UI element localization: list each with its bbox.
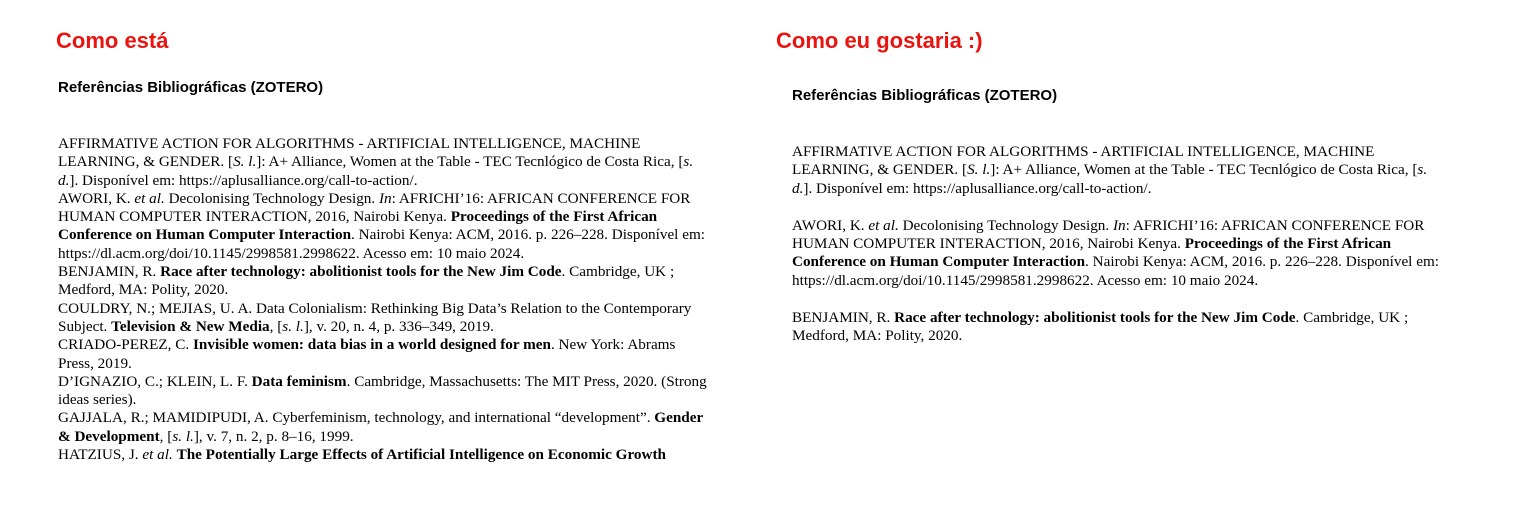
reference-text: AWORI, K.	[792, 216, 869, 234]
reference-entry	[792, 309, 1442, 346]
reference-text: Television & New Media	[111, 317, 270, 335]
reference-text: Gender & Development	[58, 409, 703, 445]
reference-text: : AFRICHI’16: AFRICAN CONFERENCE FOR HUMAN COMPUTER INTERACTION, 2016, Nairobi Kenya.	[792, 216, 1425, 253]
reference-entry	[58, 263, 708, 300]
reference-text: ]: A+ Alliance, Women at the Table - TEC Tecnlógico de Costa Rica, [	[256, 153, 684, 171]
reference-entry	[792, 217, 1442, 290]
reference-text: AFFIRMATIVE ACTION FOR ALGORITHMS - ARTIFICIAL INTELLIGENCE, MACHINE LEARNING, & GENDER. [	[58, 135, 641, 171]
reference-text: In	[379, 189, 392, 207]
bibliography-heading: Referências Bibliográficas (ZOTERO)	[58, 79, 324, 96]
reference-text: s. l.	[172, 427, 194, 445]
reference-text: s. d.	[58, 153, 694, 189]
reference-text: S. l.	[967, 161, 991, 179]
reference-text: GAJJALA, R.; MAMIDIPUDI, A. Cyberfeminism, technology, and international “development”.	[58, 409, 655, 427]
reference-entry	[58, 373, 708, 410]
reference-entry	[58, 409, 708, 446]
reference-text: et al.	[134, 189, 165, 207]
reference-text: . Cambridge, UK ; Medford, MA: Polity, 2020.	[792, 309, 1409, 345]
reference-text: BENJAMIN, R.	[58, 263, 161, 281]
reference-entry	[58, 190, 708, 263]
bibliography-heading: Referências Bibliográficas (ZOTERO)	[792, 87, 1058, 104]
reference-text: Data feminism	[251, 372, 347, 390]
reference-text: Invisible women: data bias in a world designed for men	[193, 336, 551, 354]
reference-text: s. l.	[282, 317, 304, 335]
reference-text: ]: A+ Alliance, Women at the Table - TEC Tecnlógico de Costa Rica, [	[990, 161, 1418, 179]
reference-text: Decolonising Technology Design.	[898, 216, 1113, 234]
bibliography-list-desired	[792, 143, 1442, 365]
reference-entry	[58, 446, 708, 464]
reference-text: Proceedings of the First African Conference on Human Computer Interaction	[792, 235, 1392, 271]
reference-text: et al.	[142, 446, 173, 464]
reference-text: . Nairobi Kenya: ACM, 2016. p. 226–228. Disponível em: https://dl.acm.org/doi/10.1145/2998581.2998622. Acesso em: 10 maio 2024.	[58, 226, 705, 262]
reference-text: Decolonising Technology Design.	[164, 189, 379, 207]
desired-state-label: Como eu gostaria :)	[776, 28, 983, 53]
reference-entry	[58, 336, 708, 373]
reference-text: The Potentially Large Effects of Artificial Intelligence on Economic Growth	[176, 446, 666, 464]
reference-text: D’IGNAZIO, C.; KLEIN, L. F.	[58, 372, 252, 390]
reference-text: AFFIRMATIVE ACTION FOR ALGORITHMS - ARTIFICIAL INTELLIGENCE, MACHINE LEARNING, & GENDER. [	[792, 143, 1375, 179]
reference-text: In	[1113, 216, 1126, 234]
reference-text: Proceedings of the First African Conference on Human Computer Interaction	[58, 208, 658, 244]
reference-text: : AFRICHI’16: AFRICAN CONFERENCE FOR HUMAN COMPUTER INTERACTION, 2016, Nairobi Kenya.	[58, 189, 691, 226]
reference-entry	[58, 300, 708, 337]
reference-text: . New York: Abrams Press, 2019.	[58, 336, 676, 372]
reference-text: CRIADO-PEREZ, C.	[58, 336, 194, 354]
reference-text: ], v. 7, n. 2, p. 8–16, 1999.	[193, 427, 354, 445]
reference-text: , [	[159, 427, 173, 445]
reference-text: s. d.	[792, 161, 1428, 197]
reference-text: et al.	[868, 216, 899, 234]
reference-text: S. l.	[233, 153, 257, 171]
current-state-label: Como está	[56, 28, 169, 53]
reference-text: BENJAMIN, R.	[792, 309, 895, 327]
reference-entry	[792, 143, 1442, 198]
reference-text: ]. Disponível em: https://aplusalliance.org/call-to-action/.	[69, 171, 418, 189]
bibliography-list-current	[58, 135, 708, 464]
reference-entry	[58, 135, 708, 190]
reference-text: HATZIUS, J.	[58, 446, 143, 464]
reference-text: . Nairobi Kenya: ACM, 2016. p. 226–228. Disponível em: https://dl.acm.org/doi/10.1145/2998581.2998622. Acesso em: 10 maio 2024.	[792, 253, 1439, 289]
reference-text: Race after technology: abolitionist tools for the New Jim Code	[160, 263, 562, 281]
reference-text: . Cambridge, UK ; Medford, MA: Polity, 2020.	[58, 263, 675, 299]
reference-text: AWORI, K.	[58, 189, 135, 207]
reference-text: , [	[269, 317, 283, 335]
reference-text: COULDRY, N.; MEJIAS, U. A. Data Colonialism: Rethinking Big Data’s Relation to the Contemporary Subject.	[58, 299, 692, 335]
reference-text: ]. Disponível em: https://aplusalliance.org/call-to-action/.	[803, 179, 1152, 197]
reference-text: Race after technology: abolitionist tools for the New Jim Code	[894, 309, 1296, 327]
reference-text: ], v. 20, n. 4, p. 336–349, 2019.	[303, 317, 494, 335]
reference-text: . Cambridge, Massachusetts: The MIT Press, 2020. (Strong ideas series).	[58, 372, 707, 409]
